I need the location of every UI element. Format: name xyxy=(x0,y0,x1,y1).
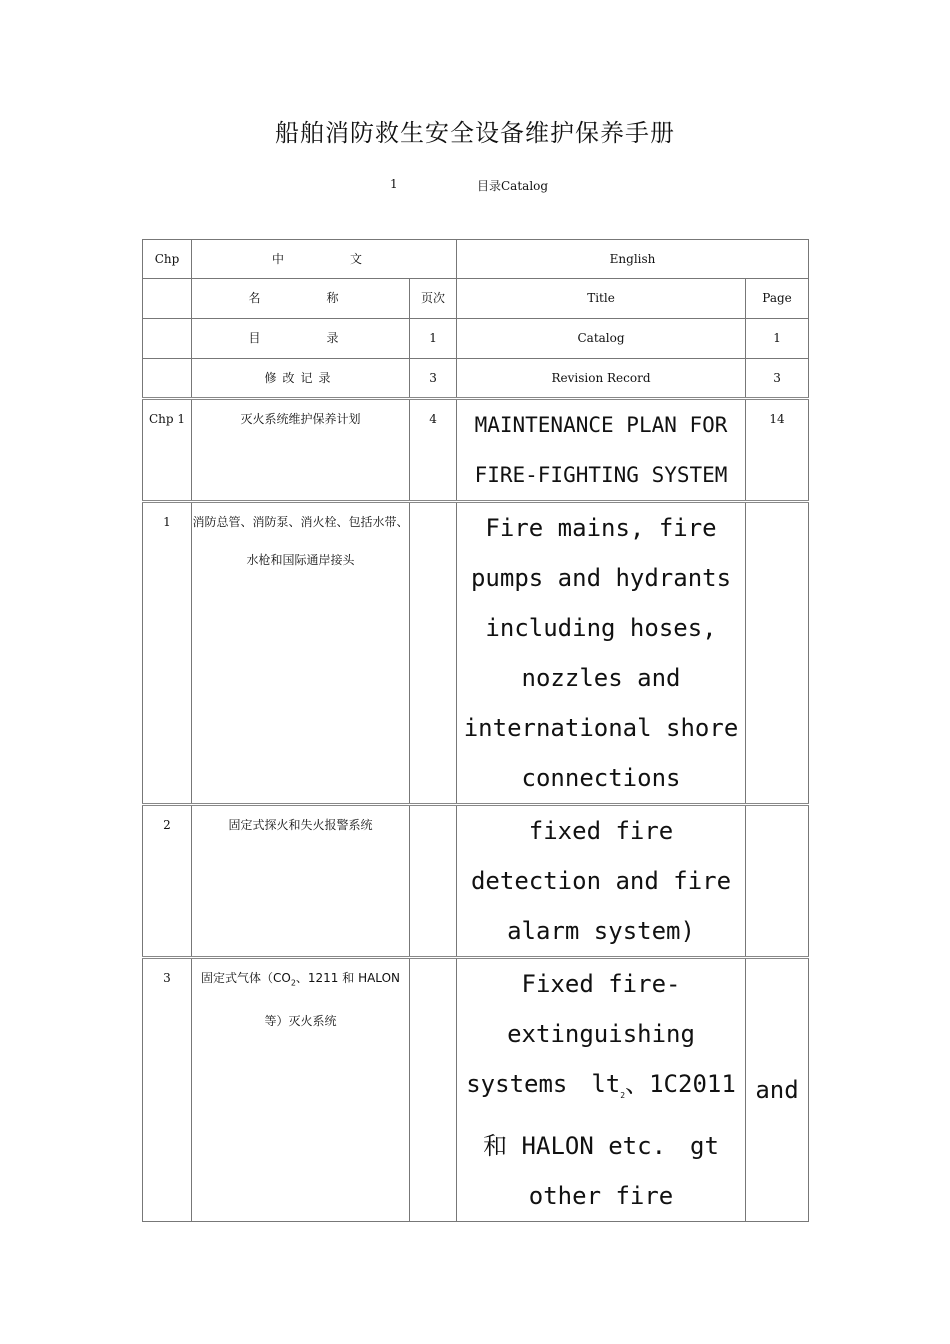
table-row xyxy=(143,805,809,958)
row-zh-title-part-a: 固定式气体（CO xyxy=(200,971,291,985)
row-zh-page: 3 xyxy=(410,359,457,399)
row-en-title: Catalog xyxy=(457,319,746,359)
row-en-page xyxy=(746,805,809,958)
header-row-2 xyxy=(143,279,809,319)
row-en-page xyxy=(746,502,809,805)
row-en-page: 3 xyxy=(746,359,809,399)
row-zh-title: 灭火系统维护保养计划 xyxy=(192,399,410,502)
row-chp: 1 xyxy=(143,502,192,805)
row-chp xyxy=(143,359,192,399)
header-row-1 xyxy=(143,240,809,279)
table-row xyxy=(143,399,809,502)
catalog-table xyxy=(142,239,809,1222)
row-zh-page xyxy=(410,502,457,805)
row-zh-page xyxy=(410,958,457,1222)
table-row xyxy=(143,319,809,359)
row-zh-page: 1 xyxy=(410,319,457,359)
header-name: 名 称 xyxy=(192,279,410,319)
table-row xyxy=(143,958,809,1222)
row-en-title: fixed fire detection and fire alarm system) xyxy=(457,805,746,958)
section-title: 目录Catalog xyxy=(477,179,549,193)
row-zh-page: 4 xyxy=(410,399,457,502)
header-chinese: 中 文 xyxy=(192,240,457,279)
header-english: English xyxy=(457,240,809,279)
header-title: Title xyxy=(457,279,746,319)
row-en-title xyxy=(457,958,746,1222)
row-en-page: 1 xyxy=(746,319,809,359)
section-number: 1 xyxy=(390,177,398,191)
table-row xyxy=(143,502,809,805)
row-zh-title: 修改记录 xyxy=(192,359,410,399)
row-zh-page xyxy=(410,805,457,958)
row-en-title-part-b: 、1C2011 和 HALON etc. gt other fire xyxy=(483,1070,736,1210)
document-title: 船舶消防救生安全设备维护保养手册 xyxy=(275,119,675,147)
header-chp: Chp xyxy=(143,240,192,279)
row-en-title: Revision Record xyxy=(457,359,746,399)
row-zh-title: 固定式探火和失火报警系统 xyxy=(192,805,410,958)
row-en-title-part-a: Fixed fire-extinguishing systems lt xyxy=(466,970,695,1098)
row-chp: 3 xyxy=(143,958,192,1222)
row-en-page: and xyxy=(746,958,809,1222)
row-en-title: MAINTENANCE PLAN FOR FIRE-FIGHTING SYSTEM xyxy=(457,399,746,502)
subscript-2: 2 xyxy=(290,978,296,988)
table-row xyxy=(143,359,809,399)
row-zh-title xyxy=(192,958,410,1222)
header-page-no: 页次 xyxy=(410,279,457,319)
row-en-page: 14 xyxy=(746,399,809,502)
row-chp xyxy=(143,319,192,359)
row-en-title: Fire mains, fire pumps and hydrants including hoses, nozzles and international shore connections xyxy=(457,502,746,805)
row-zh-title: 目 录 xyxy=(192,319,410,359)
subscript-2: 2 xyxy=(620,1090,626,1100)
header-page: Page xyxy=(746,279,809,319)
row-chp: 2 xyxy=(143,805,192,958)
row-zh-title: 消防总管、消防泵、消火栓、包括水带、水枪和国际通岸接头 xyxy=(192,502,410,805)
row-chp: Chp 1 xyxy=(143,399,192,502)
header-chp-empty xyxy=(143,279,192,319)
row-zh-title-part-b: 、1211 和 HALON 等）灭火系统 xyxy=(264,971,400,1029)
